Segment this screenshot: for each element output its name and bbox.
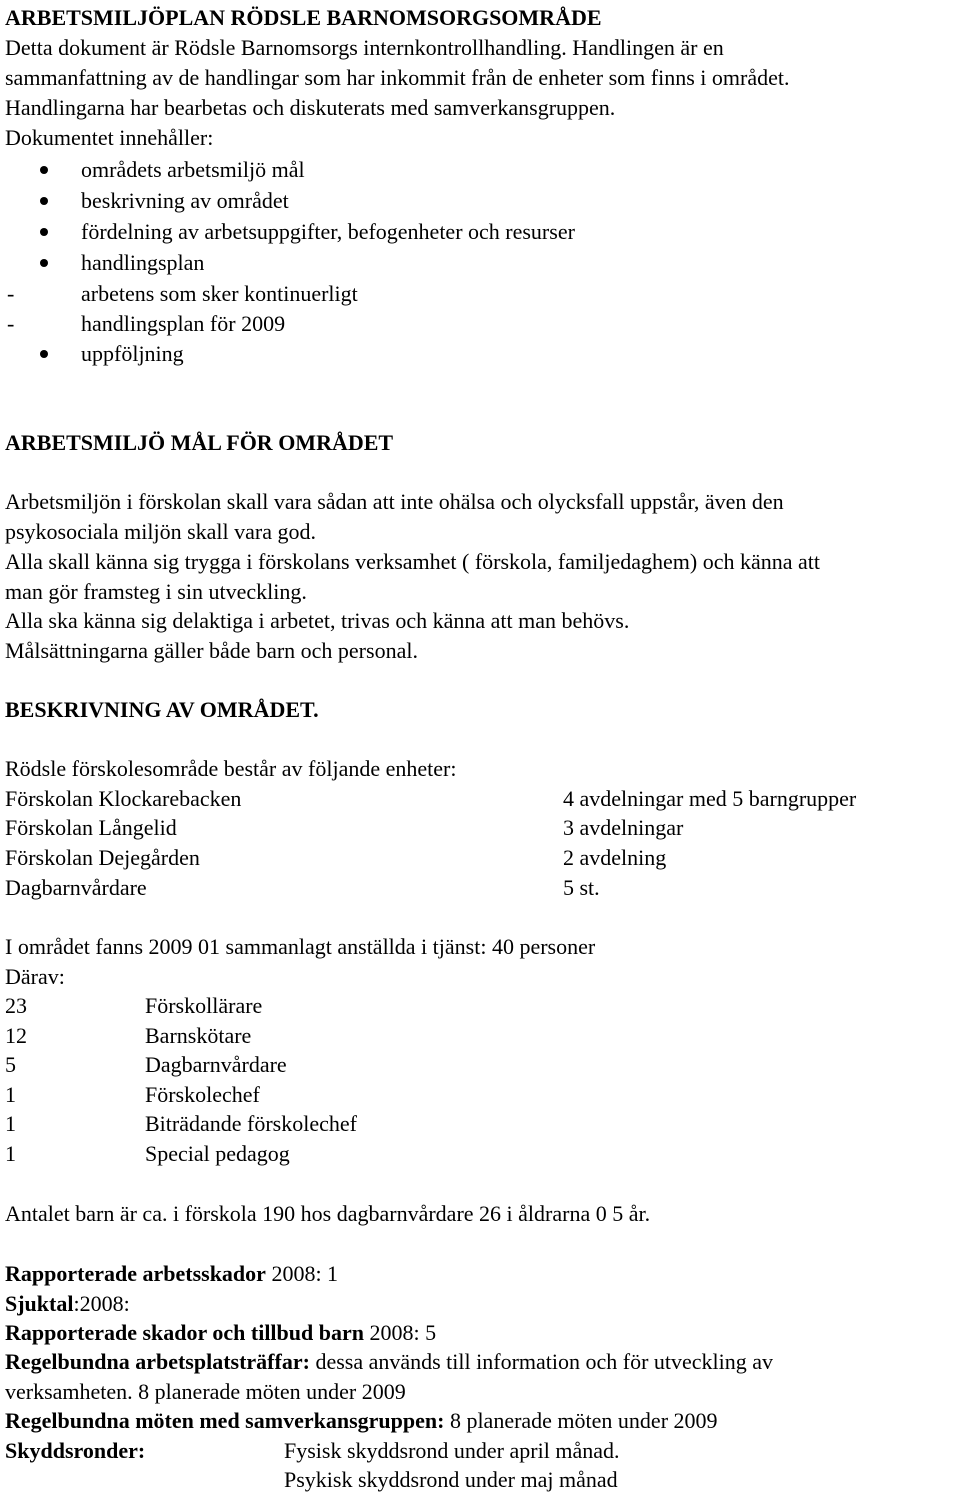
goals-heading: ARBETSMILJÖ MÅL FÖR OMRÅDET — [5, 430, 394, 455]
report-value: 8 planerade möten under 2009 — [444, 1408, 718, 1433]
report-label: Sjuktal — [5, 1291, 74, 1316]
unit-name: Förskolan Långelid — [5, 815, 177, 840]
report-line-cont: verksamheten. 8 planerade möten under 2009 — [5, 1379, 406, 1404]
report-label: Skyddsronder: — [5, 1438, 146, 1463]
report-value: 2008: 1 — [265, 1261, 339, 1286]
report-label: Rapporterade skador och tillbud barn — [5, 1320, 364, 1345]
staff-role: Dagbarnvårdare — [145, 1052, 287, 1077]
report-label: Rapporterade arbetsskador — [5, 1261, 266, 1286]
report-value: :2008: — [73, 1291, 130, 1316]
unit-info: 5 st. — [563, 875, 600, 900]
contents-intro: Dokumentet innehåller: — [5, 125, 214, 150]
contents-item: fördelning av arbetsuppgifter, befogenheter och resurser — [81, 219, 575, 244]
dash-marker: - — [7, 281, 15, 306]
staff-count: 1 — [5, 1141, 16, 1166]
staff-role: Förskollärare — [145, 993, 263, 1018]
unit-info: 3 avdelningar — [563, 815, 684, 840]
bullet-icon — [40, 259, 48, 267]
dash-marker: - — [7, 311, 15, 336]
contents-subitem: handlingsplan för 2009 — [81, 311, 286, 336]
staff-role: Biträdande förskolechef — [145, 1111, 357, 1136]
document-title: ARBETSMILJÖPLAN RÖDSLE BARNOMSORGSOMRÅDE — [5, 5, 602, 30]
report-value: Psykisk skyddsrond under maj månad — [284, 1467, 618, 1492]
unit-name: Förskolan Dejegården — [5, 845, 200, 870]
report-line — [5, 1406, 718, 1436]
children-count: Antalet barn är ca. i förskola 190 hos dagbarnvårdare 26 i åldrarna 0 5 år. — [5, 1201, 651, 1226]
report-value: 2008: 5 — [363, 1320, 437, 1345]
staff-count: 23 — [5, 993, 27, 1018]
bullet-icon — [40, 197, 48, 205]
contents-item: beskrivning av området — [81, 188, 289, 213]
goals-line: psykosociala miljön skall vara god. — [5, 519, 316, 544]
report-line — [5, 1347, 773, 1377]
unit-info: 2 avdelning — [563, 845, 667, 870]
description-intro: Rödsle förskolesområde består av följande enheter: — [5, 756, 457, 781]
report-line — [5, 1259, 338, 1289]
staff-count: 1 — [5, 1111, 16, 1136]
unit-name: Förskolan Klockarebacken — [5, 786, 242, 811]
contents-subitem: arbetens som sker kontinuerligt — [81, 281, 358, 306]
report-value: dessa används till information och för utveckling av — [309, 1349, 774, 1374]
unit-name: Dagbarnvårdare — [5, 875, 147, 900]
report-label: Regelbundna arbetsplatsträffar: — [5, 1349, 310, 1374]
staff-role: Special pedagog — [145, 1141, 290, 1166]
staff-total: I området fanns 2009 01 sammanlagt anställda i tjänst: 40 personer — [5, 934, 596, 959]
bullet-icon — [40, 166, 48, 174]
contents-item: områdets arbetsmiljö mål — [81, 157, 305, 182]
report-label: Regelbundna möten med samverkansgruppen: — [5, 1408, 445, 1433]
report-line — [5, 1289, 130, 1319]
report-line — [5, 1318, 436, 1348]
staff-count: 12 — [5, 1023, 27, 1048]
goals-line: man gör framsteg i sin utveckling. — [5, 579, 307, 604]
goals-line: Alla ska känna sig delaktiga i arbetet, trivas och känna att man behövs. — [5, 608, 630, 633]
staff-of-label: Därav: — [5, 964, 65, 989]
goals-line: Målsättningarna gäller både barn och personal. — [5, 638, 418, 663]
bullet-icon — [40, 228, 48, 236]
goals-line: Alla skall känna sig trygga i förskolans verksamhet ( förskola, familjedaghem) och känna att — [5, 549, 820, 574]
bullet-icon — [40, 350, 48, 358]
staff-role: Barnskötare — [145, 1023, 252, 1048]
contents-item: handlingsplan — [81, 250, 205, 275]
intro-line-1: Detta dokument är Rödsle Barnomsorgs internkontrollhandling. Handlingen är en — [5, 35, 724, 60]
staff-count: 5 — [5, 1052, 16, 1077]
goals-line: Arbetsmiljön i förskolan skall vara sådan att inte ohälsa och olycksfall uppstår, även den — [5, 489, 784, 514]
staff-count: 1 — [5, 1082, 16, 1107]
intro-line-3: Handlingarna har bearbetas och diskuterats med samverkansgruppen. — [5, 95, 616, 120]
intro-line-2: sammanfattning av de handlingar som har inkommit från de enheter som finns i området. — [5, 65, 790, 90]
contents-item: uppföljning — [81, 341, 184, 366]
unit-info: 4 avdelningar med 5 barngrupper — [563, 786, 857, 811]
description-heading: BESKRIVNING AV OMRÅDET. — [5, 697, 319, 722]
staff-role: Förskolechef — [145, 1082, 260, 1107]
report-value: Fysisk skyddsrond under april månad. — [284, 1438, 620, 1463]
